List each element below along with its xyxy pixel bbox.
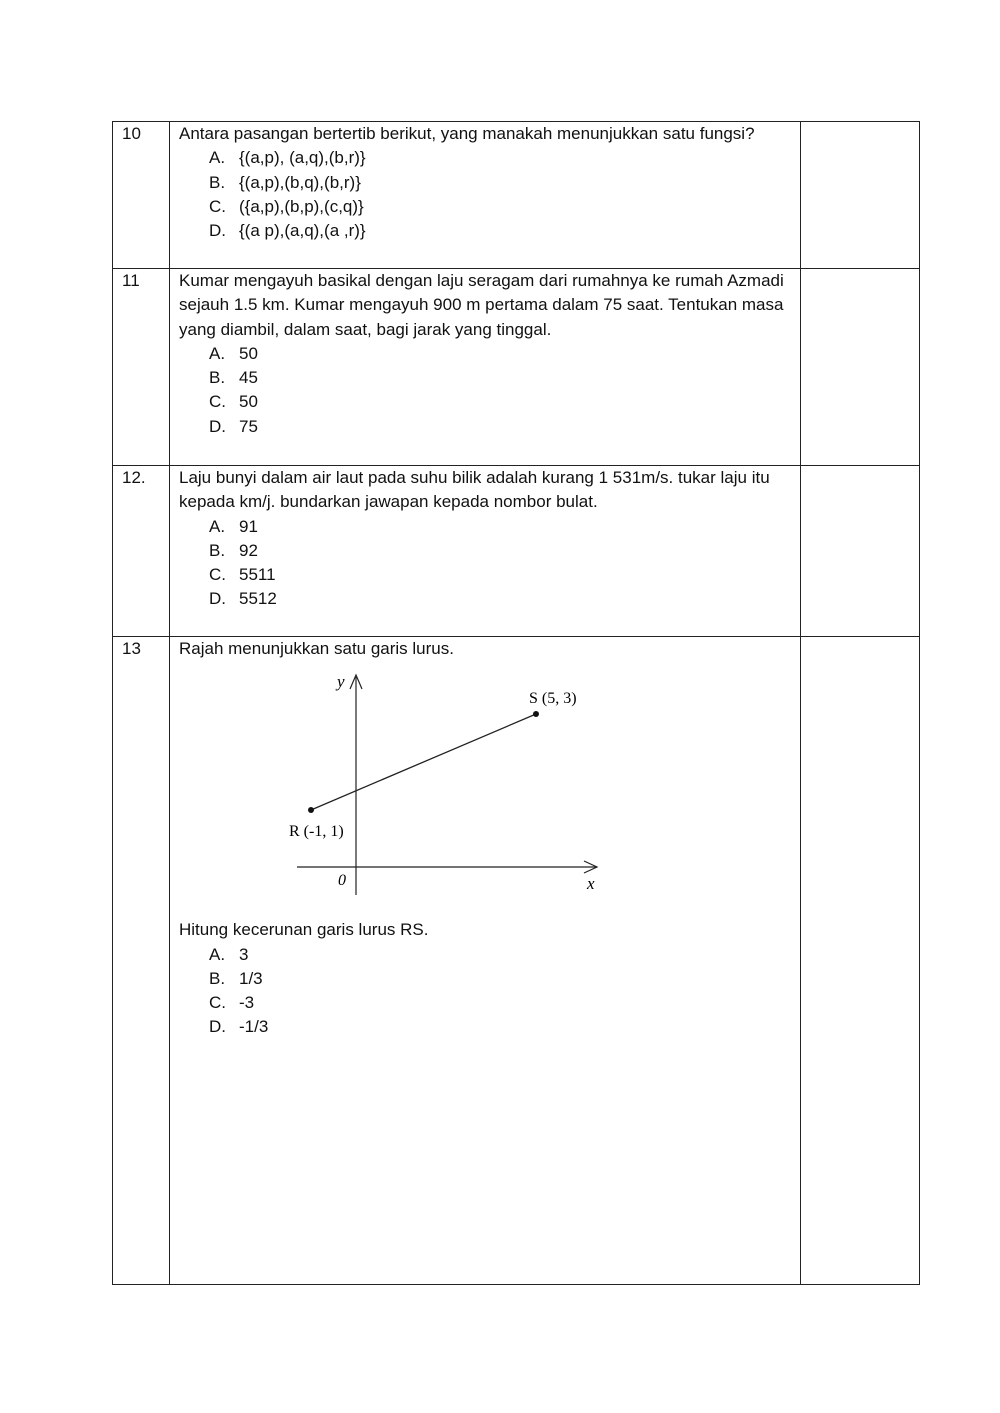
answer-cell[interactable] bbox=[801, 269, 920, 466]
option-d[interactable]: D. -1/3 bbox=[209, 1017, 269, 1037]
question-text: Rajah menunjukkan satu garis lurus. bbox=[179, 639, 454, 658]
answer-cell[interactable] bbox=[801, 637, 920, 1285]
option-c[interactable]: C. ({a,p),(b,p),(c,q)} bbox=[209, 196, 364, 216]
x-axis-label: x bbox=[587, 874, 595, 894]
line-rs bbox=[311, 714, 536, 810]
options-list bbox=[179, 515, 794, 612]
option-b[interactable]: B. {(a,p),(b,q),(b,r)} bbox=[209, 172, 361, 192]
option-c[interactable]: C. 50 bbox=[209, 392, 258, 412]
question-number: 11 bbox=[122, 271, 140, 290]
question-number-cell bbox=[113, 466, 170, 637]
point-r-dot bbox=[308, 807, 314, 813]
question-number-cell bbox=[113, 637, 170, 1285]
origin-label: 0 bbox=[338, 872, 346, 890]
point-s-label: S (5, 3) bbox=[529, 690, 577, 708]
question-text: Kumar mengayuh basikal dengan laju seragam dari rumahnya ke rumah Azmadi sejauh 1.5 km. Kumar mengayuh 900 m pertama dalam 75 saat. Tentukan masa yang diambil, dalam saat, bagi jarak yang tinggal. bbox=[179, 271, 784, 339]
question-number: 13 bbox=[122, 639, 141, 658]
option-b[interactable]: B. 1/3 bbox=[209, 968, 263, 988]
question-row-10 bbox=[113, 122, 920, 269]
answer-cell[interactable] bbox=[801, 122, 920, 269]
question-text: Laju bunyi dalam air laut pada suhu bilik adalah kurang 1 531m/s. tukar laju itu kepada km/j. bundarkan jawapan kepada nombor bulat. bbox=[179, 468, 770, 512]
option-d[interactable]: D. 5512 bbox=[209, 589, 277, 609]
question-number: 12. bbox=[122, 468, 146, 487]
question-number: 10 bbox=[122, 124, 141, 143]
question-text: Antara pasangan bertertib berikut, yang manakah menunjukkan satu fungsi? bbox=[179, 124, 755, 143]
option-a[interactable]: A. 3 bbox=[209, 944, 249, 964]
question-row-11 bbox=[113, 269, 920, 466]
question-body-cell bbox=[170, 466, 801, 637]
question-row-13 bbox=[113, 637, 920, 1285]
question-row-12 bbox=[113, 466, 920, 637]
line-graph-diagram bbox=[287, 667, 607, 902]
option-b[interactable]: B. 92 bbox=[209, 540, 258, 560]
option-b[interactable]: B. 45 bbox=[209, 368, 258, 388]
question-body-cell bbox=[170, 637, 801, 1285]
point-r-label: R (-1, 1) bbox=[289, 823, 344, 841]
option-a[interactable]: A. 50 bbox=[209, 343, 258, 363]
options-list bbox=[179, 342, 794, 439]
answer-cell[interactable] bbox=[801, 466, 920, 637]
graph-svg bbox=[287, 667, 607, 902]
option-a[interactable]: A. {(a,p), (a,q),(b,r)} bbox=[209, 148, 366, 168]
question-number-cell bbox=[113, 122, 170, 269]
y-axis-label: y bbox=[337, 672, 345, 692]
option-c[interactable]: C. 5511 bbox=[209, 565, 276, 585]
question-body-cell bbox=[170, 122, 801, 269]
question-prompt: Hitung kecerunan garis lurus RS. bbox=[179, 920, 429, 940]
question-number-cell bbox=[113, 269, 170, 466]
option-a[interactable]: A. 91 bbox=[209, 516, 258, 536]
options-list bbox=[179, 943, 794, 1040]
option-c[interactable]: C. -3 bbox=[209, 993, 255, 1013]
option-d[interactable]: D. 75 bbox=[209, 416, 258, 436]
option-d[interactable]: D. {(a p),(a,q),(a ,r)} bbox=[209, 221, 366, 241]
point-s-dot bbox=[533, 711, 539, 717]
question-body-cell bbox=[170, 269, 801, 466]
question-table bbox=[112, 121, 920, 1285]
options-list bbox=[179, 146, 794, 243]
